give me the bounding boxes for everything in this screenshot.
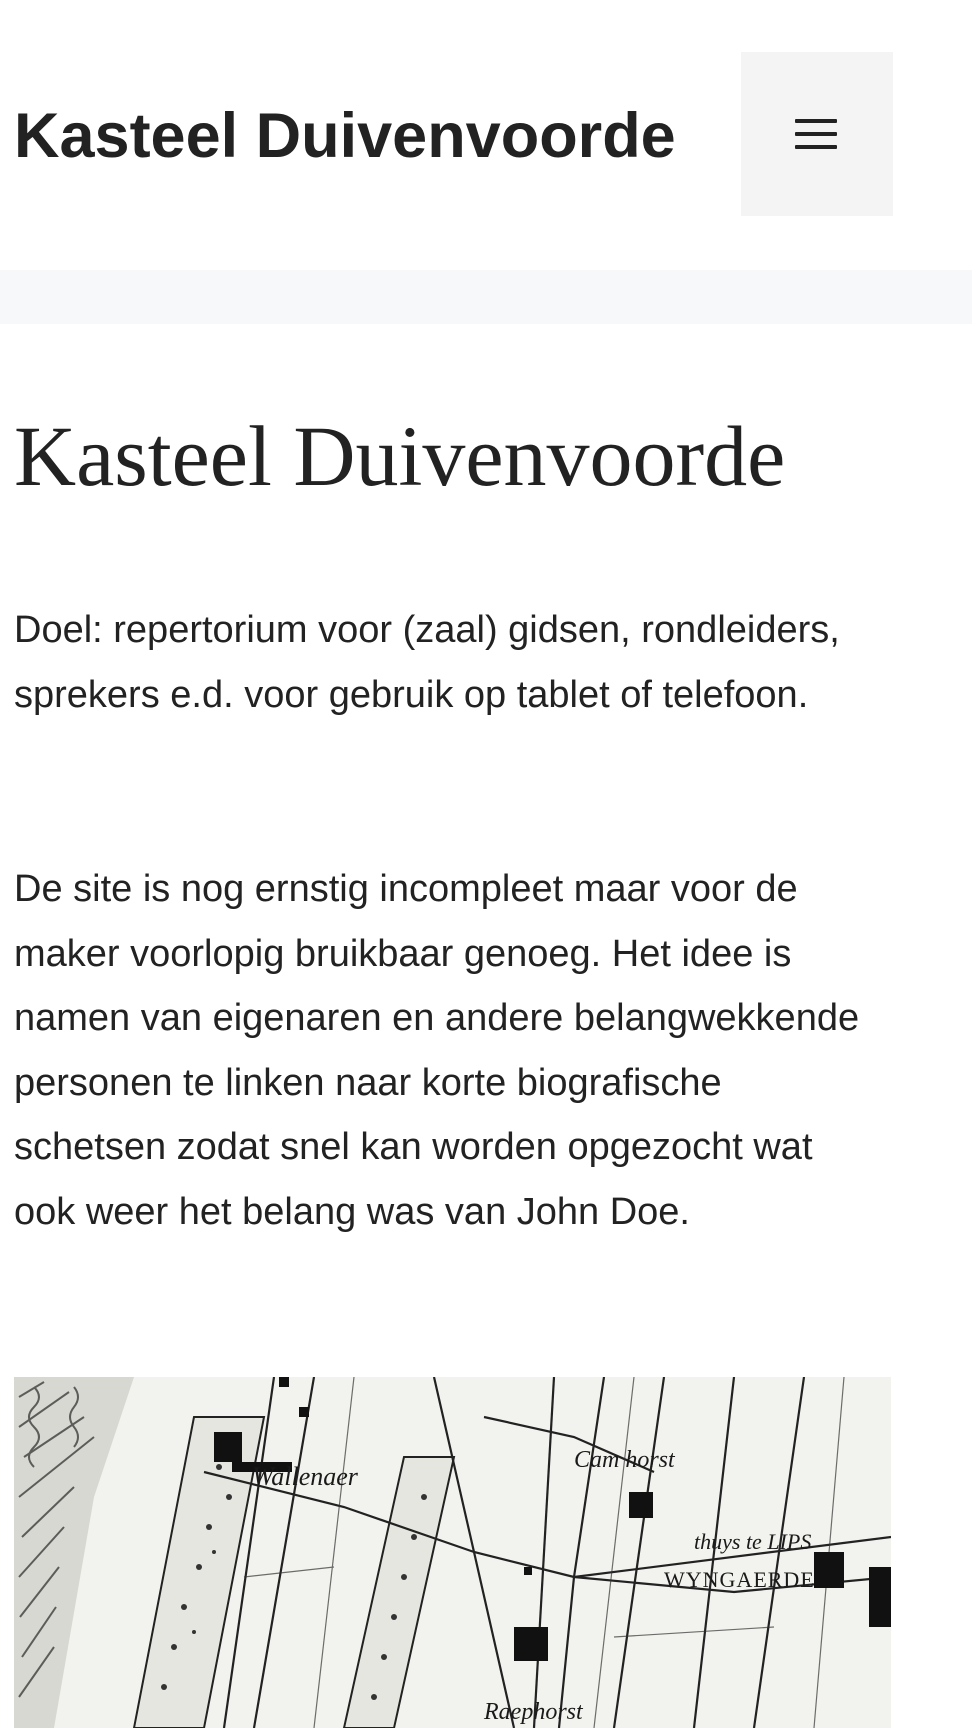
map-label-raephorst: Raephorst (484, 1699, 583, 1725)
historic-map-image (14, 1377, 891, 1728)
description-paragraph: De site is nog ernstig incompleet maar voor de maker voorlopig bruikbaar genoeg. Het idee is namen van eigenaren en andere belangwekkende personen te linken naar korte biografische schetsen zodat snel kan worden opgezocht wat ook weer het belang was van John Doe. (14, 868, 860, 1233)
map-label-wyngaerde: WYNGAERDE (664, 1567, 815, 1592)
menu-toggle-button[interactable] (741, 52, 893, 216)
map-label-wallenaer: Wallenaer (252, 1462, 358, 1491)
header-divider-band (0, 270, 972, 324)
site-title-link[interactable]: Kasteel Duivenvoorde (14, 101, 676, 171)
intro-paragraph: Doel: repertorium voor (zaal) gidsen, rondleiders, sprekers e.d. voor gebruik op tablet of telefoon. (14, 609, 840, 716)
site-header (0, 0, 972, 270)
hamburger-menu-icon (795, 119, 837, 149)
page-title: Kasteel Duivenvoorde (14, 408, 786, 504)
map-label-lips: thuys te LIPS (694, 1529, 812, 1554)
map-label-camhorst: Cam horst (574, 1447, 675, 1473)
